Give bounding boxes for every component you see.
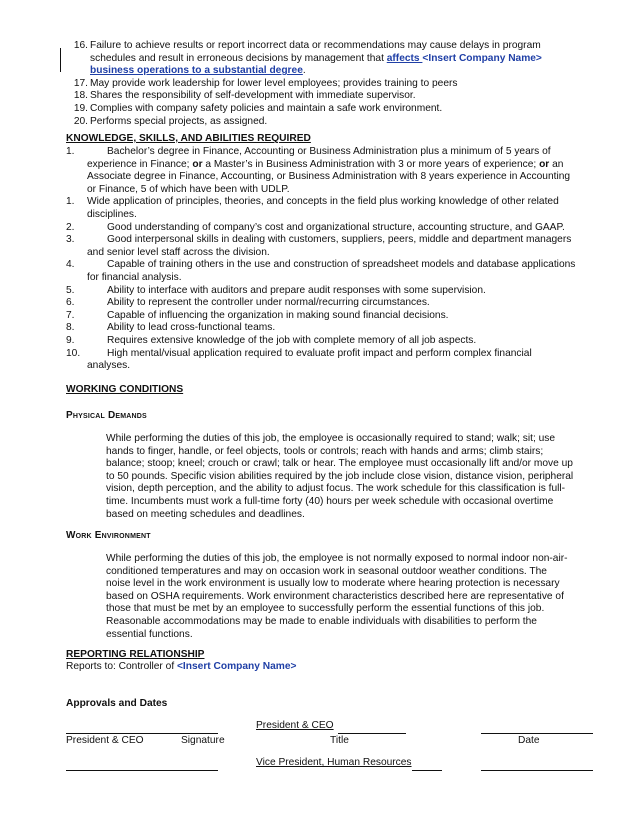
working-conditions-heading: WORKING CONDITIONS <box>66 384 184 395</box>
list-item: 6. Ability to represent the controller under normal/recurring circumstances. <box>66 297 430 309</box>
list-item: 1. Bachelor’s degree in Finance, Accounting or Business Administration plus a minimum of 5 years of experience in Finance; or a Master’s in Business Administration with 3 or more years of experience; or an Associate degree in Finance, Accounting, or Business Administration with 8 years experience in Accounting or Finance, 5 of which have been with UDLP. <box>66 146 571 195</box>
date-line <box>481 770 593 771</box>
role-underline <box>412 770 442 771</box>
signature-line <box>66 733 218 734</box>
list-item: 17. May provide work leadership for lower level employees; provides training to peers <box>73 77 458 89</box>
list-item: 7. Capable of influencing the organization in making sound financial decisions. <box>66 309 449 321</box>
affects-text: affects <box>386 52 423 64</box>
label-title: Title <box>330 735 349 746</box>
list-item: 9. Requires extensive knowledge of the job with complete memory of all job aspects. <box>66 334 477 346</box>
role-underline <box>338 733 406 734</box>
reporting-heading: REPORTING RELATIONSHIP <box>66 649 205 660</box>
text-cursor <box>60 48 61 72</box>
approvals-heading: Approvals and Dates <box>66 698 168 709</box>
list-item: 1. Wide application of principles, theories, and concepts in the field plus working knowledge of other related disciplines. <box>66 196 559 220</box>
ksa-list <box>66 146 576 373</box>
list-item: 20. Performs special projects, as assigned. <box>73 115 268 127</box>
list-item: 10. High mental/visual application required to evaluate profit impact and perform complex financial analyses. <box>66 347 532 372</box>
label-signature: Signature <box>181 735 225 746</box>
list-item: 2. Good understanding of company’s cost and organizational structure, accounting structure, and GAAP. <box>66 221 565 233</box>
list-item: 3. Good interpersonal skills in dealing with customers, suppliers, peers, middle and department managers and senior level staff across the division. <box>66 234 572 258</box>
ksa-heading: KNOWLEDGE, SKILLS, AND ABILITIES REQUIRED <box>66 133 311 144</box>
physical-demands-heading: Physical Demands <box>66 410 147 421</box>
reports-to-line: Reports to: Controller of <Insert Company Name> <box>66 661 297 672</box>
label-name: President & CEO <box>66 735 144 746</box>
business-operations-text: business operations to a substantial degree <box>90 65 303 77</box>
label-date: Date <box>518 735 540 746</box>
role-vp-hr: Vice President, Human Resources <box>256 757 412 768</box>
list-item: 8. Ability to lead cross-functional teams. <box>66 322 276 334</box>
physical-demands-text: While performing the duties of this job, the employee is occasionally required to stand; walk; sit; use hands to finger, handle, or feel objects, tools or controls; reach with hands and arms; climb stairs; balance; stoop; kneel; crouch or crawl; talk or hear. The employee must occasionally lift and/or move up to 50 pounds. Specific vision abilities required by the job include close vision, distance vision, peripheral vision, depth perception, and the ability to adjust focus. The work schedule for this classification is full-time. Incumbents must work a full-time forty (40) hours per week schedule with occasional overtime based on meeting schedules and deadlines. <box>106 433 574 520</box>
list-item: 5. Ability to interface with auditors and prepare audit responses with some supervision. <box>66 284 486 296</box>
signature-line <box>66 770 218 771</box>
date-line <box>481 733 593 734</box>
work-environment-heading: Work Environment <box>66 530 151 541</box>
work-environment-text: While performing the duties of this job, the employee is not normally exposed to normal indoor non-air-conditioned temperatures and may on occasion work in seasonal outdoor weather conditions. The noise level in the work environment is usually low to moderate where hearing protection is necessary based on OSHA requirements. Work environment characteristics described here are representative of those that must be met by an employee to successfully perform the essential functions of this job. Reasonable accommodations may be made to enable individuals with disabilities to perform the essential functions. <box>106 553 568 640</box>
role-president: President & CEO <box>256 720 334 731</box>
list-item: 4. Capable of training others in the use and construction of spreadsheet models and database applications for financial analysis. <box>66 259 576 283</box>
list-item: 18. Shares the responsibility of self-development with immediate supervisor. <box>73 90 416 102</box>
company-placeholder: <Insert Company Name> <box>422 52 542 64</box>
list-item: 16. Failure to achieve results or report incorrect data or recommendations may cause delays in program schedules and result in erroneous decisions by management that affects <Insert Company Name> business operations to a substantial degree. <box>73 40 542 77</box>
list-item: 19. Complies with company safety policies and maintain a safe work environment. <box>73 102 443 114</box>
duties-list <box>66 40 586 128</box>
company-placeholder: <Insert Company Name> <box>176 661 297 672</box>
